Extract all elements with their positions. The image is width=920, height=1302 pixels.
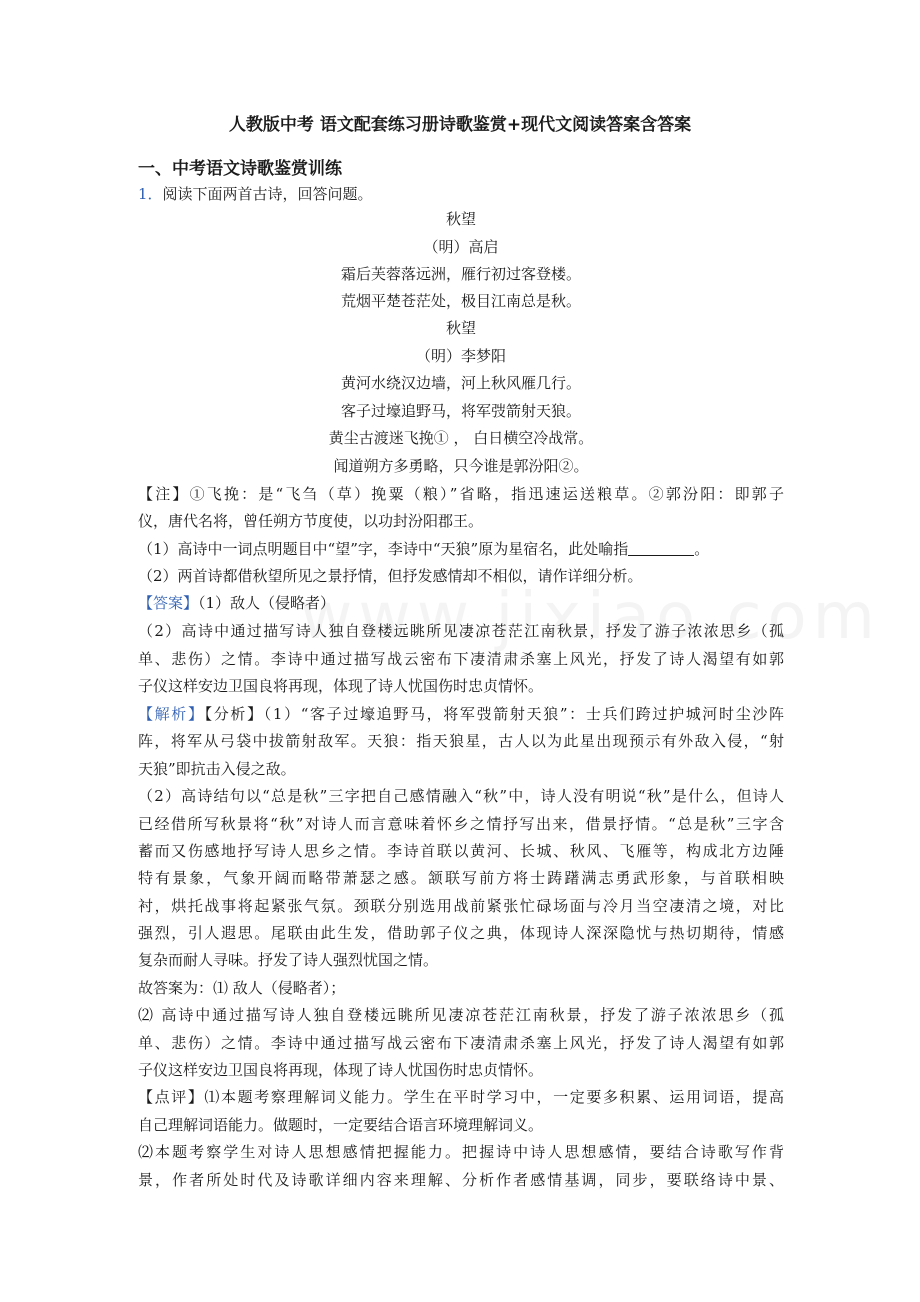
poem2-author: （明）李梦阳 (415, 347, 506, 365)
poem2-title: 秋望 (445, 319, 476, 337)
analysis-label: 【解析】 (138, 705, 205, 723)
section-heading: 一、中考语文诗歌鉴赏训练 (138, 159, 342, 179)
sub-question-1-end: 。 (694, 540, 710, 558)
question-line (138, 180, 784, 208)
analysis-p2-line: 特有景象，气象开阔而略带萧瑟之感。颔联写前方将士踌躇满志勇武形象，与首联相映 (138, 869, 784, 887)
poem2-line: 黄河水绕汉边墙，河上秋风雁几行。 (340, 374, 581, 392)
final-answer-line: ⑵ 高诗中通过描写诗人独自登楼远眺所见凄凉苍茫江南秋景，抒发了游子浓浓思乡（孤 (138, 1006, 784, 1024)
final-answer-line: 子仪这样安边卫国良将再现，体现了诗人忧国伤时忠贞情怀。 (138, 1061, 544, 1079)
question-number: 1． (138, 185, 163, 203)
comment-line: ⑵本题考察学生对诗人思想感情把握能力。把握诗中诗人思想感情，要结合诗歌写作背 (138, 1143, 784, 1161)
analysis-p2-line: （2）高诗结句以“总是秋”三字把自己感情融入“秋”中，诗人没有明说“秋”是什么，但诗人 (138, 787, 784, 805)
final-answer-intro: 故答案为：⑴ 敌人（侵略者）； (138, 979, 346, 997)
sub-question-1-text: （1）高诗中一词点明题目中“望”字，李诗中“天狼”原为星宿名，此处喻指 (138, 540, 629, 558)
poem1-title: 秋望 (445, 210, 476, 228)
answer-label: 【答案】 (138, 594, 199, 612)
final-answer-line: 单、悲伤）之情。李诗中通过描写战云密布下凄清肃杀塞上风光，抒发了诗人渴望有如郭 (138, 1034, 784, 1052)
note-line: 仪，唐代名将，曾任朔方节度使，以功封汾阳郡王。 (138, 512, 484, 530)
comment-line: 自己理解词语能力。做题时，一定要结合语言环境理解词义。 (138, 1116, 544, 1134)
analysis-p2-line: 衬，烘托战事将起紧张气氛。颈联分别选用战前紧张忙碌场面与冷月当空凄清之境，对比 (138, 897, 784, 915)
analysis-p2-line: 蓄而又伤感地抒写诗人思乡之情。李诗首联以黄河、长城、秋风、飞雁等，构成北方边陲 (138, 842, 784, 860)
answer-2-line: 子仪这样安边卫国良将再现，体现了诗人忧国伤时忠贞情怀。 (138, 677, 544, 695)
document-title: 人教版中考 语文配套练习册诗歌鉴赏+现代文阅读答案含答案 (228, 115, 692, 135)
poem1-line: 霜后芙蓉落远洲，雁行初过客登楼。 (340, 265, 581, 283)
analysis-p2-line: 复杂而耐人寻味。抒发了诗人强烈忧国之情。 (138, 951, 439, 969)
analysis-text: 【分析】（1）“客子过壕追野马，将军弢箭射天狼”：士兵们跨过护城河时尘沙阵 (204, 705, 784, 723)
analysis-line: 天狼”即抗击入侵之敌。 (138, 760, 296, 778)
sub-question-2: （2）两首诗都借秋望所见之景抒情，但抒发感情却不相似，请作详细分析。 (138, 567, 643, 585)
sub-question-1 (138, 535, 784, 563)
answer-blank (628, 537, 694, 556)
poem1-author: （明）高启 (423, 238, 499, 256)
analysis-line: 阵，将军从弓袋中拔箭射敌军。天狼：指天狼星，古人以为此星出现预示有外敌入侵，“射 (138, 732, 784, 750)
poem2-line: 客子过壕追野马，将军弢箭射天狼。 (340, 402, 581, 420)
comment-line: 【点评】⑴本题考察理解词义能力。学生在平时学习中，一定要多积累、运用词语，提高 (138, 1088, 784, 1106)
answer-2-line: （2）高诗中通过描写诗人独自登楼远眺所见凄凉苍茫江南秋景，抒发了游子浓浓思乡（孤 (138, 622, 784, 640)
note-line: 【注】①飞挽：是“飞刍（草）挽粟（粮）”省略，指迅速运送粮草。②郭汾阳：即郭子 (138, 485, 784, 503)
analysis-p2-line: 已经借所写秋景将“秋”对诗人而言意味着怀乡之情抒写出来，借景抒情。“总是秋”三字含 (138, 815, 784, 833)
poem2-line: 黄尘古渡迷飞挽① ， 白日横空冷战常。 (328, 429, 594, 447)
analysis-p2-line: 强烈，引人遐思。尾联由此生发，借助郭子仪之典，体现诗人深深隐忧与热切期待，情感 (138, 924, 784, 942)
answer-1: （1）敌人（侵略者） (198, 594, 336, 612)
analysis-line (138, 700, 784, 728)
poem1-line: 荒烟平楚苍茫处，极目江南总是秋。 (340, 292, 581, 310)
answer-line (138, 589, 784, 617)
question-intro: 阅读下面两首古诗，回答问题。 (162, 185, 373, 203)
answer-2-line: 单、悲伤）之情。李诗中通过描写战云密布下凄清肃杀塞上风光，抒发了诗人渴望有如郭 (138, 650, 784, 668)
poem2-line: 闻道朔方多勇略，只今谁是郭汾阳②。 (333, 457, 589, 475)
comment-line: 景，作者所处时代及诗歌详细内容来理解、分析作者感情基调，同步，要联络诗中景、 (138, 1171, 784, 1189)
